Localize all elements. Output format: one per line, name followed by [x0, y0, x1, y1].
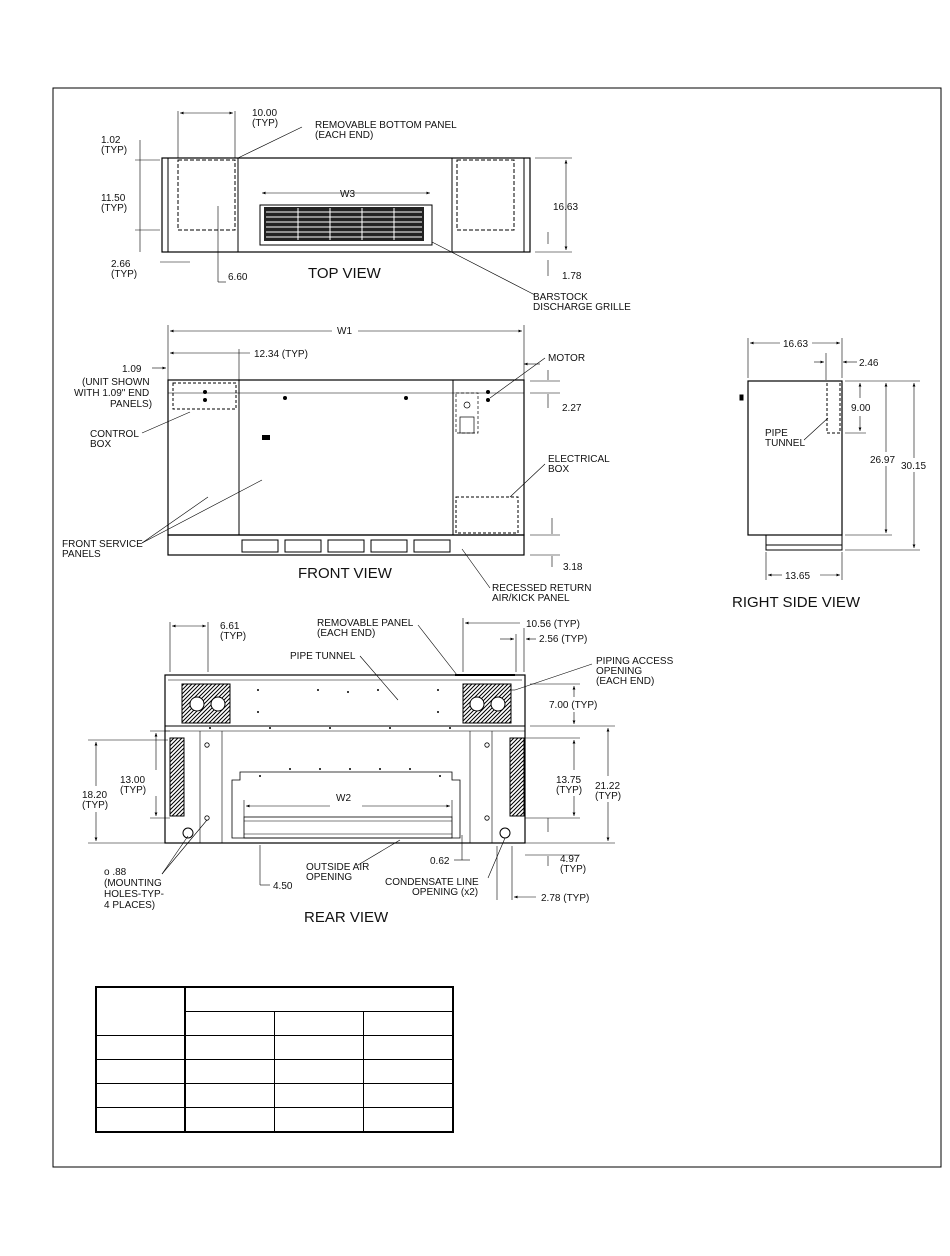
dim-w1: W1 — [337, 326, 352, 337]
dim-13-00: 13.00 — [120, 775, 146, 786]
table-subheader-cell — [274, 1011, 363, 1035]
rear-view-title: REAR VIEW — [304, 909, 389, 926]
table-cell — [274, 1059, 363, 1083]
callout-control: CONTROL — [90, 429, 139, 440]
dim-w2: W2 — [336, 793, 351, 804]
dim-30-15: 30.15 — [901, 461, 927, 472]
callout-front-service: FRONT SERVICE — [62, 539, 143, 550]
callout-mounting: (MOUNTING — [104, 878, 162, 889]
return-air-slots — [242, 540, 450, 552]
dim-2-46: 2.46 — [859, 358, 879, 369]
dim-6-61-typ: (TYP) — [220, 631, 247, 642]
table-cell — [96, 1059, 185, 1083]
table-cell — [185, 1108, 274, 1132]
dim-18-20-typ: (TYP) — [82, 800, 109, 811]
callout-control-box: BOX — [90, 439, 112, 450]
callout-side-tunnel: TUNNEL — [765, 438, 806, 449]
callout-removable-panel: REMOVABLE PANEL — [317, 618, 414, 629]
table-cell — [185, 1059, 274, 1083]
dim-13-75-typ: (TYP) — [556, 785, 583, 796]
dim-10-56: 10.56 (TYP) — [526, 619, 580, 630]
table-cell — [363, 1035, 453, 1059]
callout-condensate-line: CONDENSATE LINE — [385, 877, 479, 888]
dim-1-78: 1.78 — [562, 271, 582, 282]
callout-barstock: BARSTOCK — [533, 292, 588, 303]
side-view-body — [748, 381, 842, 535]
callout-mounting-holes: HOLES-TYP- — [104, 889, 165, 900]
dim-10-00: 10.00 — [252, 108, 278, 119]
table-row — [96, 1084, 453, 1108]
dim-2-56: 2.56 (TYP) — [539, 634, 588, 645]
dim-13-00-typ: (TYP) — [120, 785, 147, 796]
callout-outside-air: OUTSIDE AIR — [306, 862, 370, 873]
dim-9-00: 9.00 — [851, 403, 871, 414]
bottom-panel-left — [178, 160, 235, 230]
dim-13-75: 13.75 — [556, 775, 582, 786]
motor — [456, 393, 478, 433]
control-box — [173, 383, 236, 409]
callout-bottom-panel: REMOVABLE BOTTOM PANEL — [315, 120, 457, 131]
callout-piping-access: PIPING ACCESS — [596, 656, 674, 667]
dim-6-60: 6.60 — [228, 272, 248, 283]
dim-2-66-typ: (TYP) — [111, 269, 138, 280]
callout-electrical: ELECTRICAL — [548, 454, 610, 465]
table-subheader-cell — [363, 1011, 453, 1035]
top-view-title: TOP VIEW — [308, 265, 381, 282]
table-cell — [96, 1035, 185, 1059]
table-cell — [96, 1084, 185, 1108]
hatched-side-right — [510, 738, 524, 816]
right-side-view-labels — [732, 339, 926, 611]
note-panels: PANELS) — [110, 399, 153, 410]
dim-2-66: 2.66 — [111, 259, 131, 270]
electrical-box — [456, 497, 518, 533]
side-view-kick — [766, 535, 842, 550]
barstock-discharge-grille — [260, 205, 432, 245]
callout-discharge-grille: DISCHARGE GRILLE — [533, 302, 631, 313]
callout-mounting-hole-dia: ο .88 — [104, 867, 127, 878]
callout-motor: MOTOR — [548, 353, 586, 364]
dim-w3: W3 — [340, 189, 355, 200]
dim-2-27: 2.27 — [562, 403, 582, 414]
dim-21-22-typ: (TYP) — [595, 791, 622, 802]
table-subheader-cell — [185, 1011, 274, 1035]
front-view-title: FRONT VIEW — [298, 565, 392, 582]
bottom-panel-right — [457, 160, 514, 230]
callout-removable-panel-each-end: (EACH END) — [317, 628, 376, 639]
callout-mounting-places: 4 PLACES) — [104, 900, 156, 911]
callout-piping-access-opening: OPENING — [596, 666, 643, 677]
callout-electrical-box: BOX — [548, 464, 570, 475]
dim-0-62: 0.62 — [430, 856, 450, 867]
front-view-labels — [62, 326, 610, 604]
dim-3-18: 3.18 — [563, 562, 583, 573]
callout-condensate-opening: OPENING (x2) — [412, 887, 479, 898]
table-cell — [363, 1108, 453, 1132]
dim-4-97-typ: (TYP) — [560, 864, 587, 875]
table-cell — [274, 1084, 363, 1108]
dim-21-22: 21.22 — [595, 781, 621, 792]
table-row — [96, 1108, 453, 1132]
table-cell — [363, 1059, 453, 1083]
table-cell — [274, 1035, 363, 1059]
dim-7-00: 7.00 (TYP) — [549, 700, 598, 711]
dim-11-50: 11.50 — [101, 193, 126, 204]
table-header-group — [185, 987, 453, 1011]
dim-18-20: 18.20 — [82, 790, 108, 801]
note-unit-shown: (UNIT SHOWN — [82, 377, 150, 388]
callout-outside-air-opening: OPENING — [306, 872, 353, 883]
table-header-corner — [96, 987, 185, 1035]
callout-pipe-tunnel: PIPE TUNNEL — [290, 651, 356, 662]
callout-service-panels: PANELS — [62, 549, 101, 560]
dim-16-63: 16.63 — [553, 202, 579, 213]
dim-10-00-typ: (TYP) — [252, 118, 279, 129]
right-side-view-title: RIGHT SIDE VIEW — [732, 594, 861, 611]
table-row — [96, 1035, 453, 1059]
hatched-side-left — [170, 738, 184, 816]
side-view-pipe-tunnel — [827, 381, 840, 433]
callout-piping-access-each-end: (EACH END) — [596, 676, 655, 687]
callout-kick-panel: AIR/KICK PANEL — [492, 593, 570, 604]
callout-bottom-panel-each-end: (EACH END) — [315, 130, 374, 141]
table-header-row — [96, 987, 453, 1011]
dim-1-02: 1.02 — [101, 135, 121, 146]
dimension-table — [95, 986, 454, 1133]
dim-12-34: 12.34 (TYP) — [254, 349, 308, 360]
table-cell — [185, 1084, 274, 1108]
outside-air-opening — [232, 772, 460, 838]
dim-1-02-typ: (TYP) — [101, 145, 128, 156]
dim-side-16-63: 16.63 — [783, 339, 809, 350]
dim-4-50: 4.50 — [273, 881, 293, 892]
table-cell — [185, 1035, 274, 1059]
dim-4-97: 4.97 — [560, 854, 580, 865]
table-row — [96, 1059, 453, 1083]
note-end-panels: WITH 1.09" END — [74, 388, 150, 399]
dim-1-09: 1.09 — [122, 364, 142, 375]
dim-26-97: 26.97 — [870, 455, 896, 466]
dim-2-78: 2.78 (TYP) — [541, 893, 590, 904]
callout-recessed-return: RECESSED RETURN — [492, 583, 592, 594]
table-cell — [96, 1108, 185, 1132]
table-cell — [363, 1084, 453, 1108]
dim-11-50-typ: (TYP) — [101, 203, 128, 214]
front-view — [142, 325, 560, 588]
front-view-body — [168, 380, 524, 535]
table-cell — [274, 1108, 363, 1132]
dim-6-61: 6.61 — [220, 621, 240, 632]
callout-side-pipe: PIPE — [765, 428, 788, 439]
dim-13-65: 13.65 — [785, 571, 811, 582]
